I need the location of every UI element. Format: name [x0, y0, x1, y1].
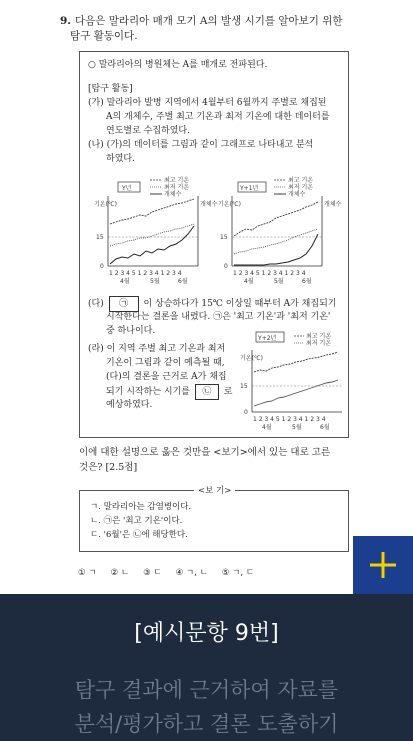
footer-line-1: 이에 대한 설명으로 옳은 것만을 <보기>에서 있는 대로 고른 — [79, 447, 331, 458]
bogi-item-1: ㄱ. 말라리아는 감염병이다. — [90, 502, 192, 512]
chart-y-tick-15: 15 — [96, 234, 104, 241]
chart-y1-ylabel-right: 개체수 — [324, 201, 342, 208]
question-text-2: 탐구 활동이다. — [70, 30, 138, 42]
chart-y2-ylabel: 기온(℃) — [240, 355, 264, 362]
chart-y1-max-series — [234, 202, 318, 236]
intro-text: ○ 말라리아의 병원체는 A를 매개로 전파된다. — [88, 60, 268, 70]
banner-heading: [예시문항 9번] — [134, 621, 279, 646]
banner-subtitle-2: 분석/평가하고 결론 도출하기 — [74, 712, 339, 736]
chart-y-month-4: 4월 — [120, 278, 130, 285]
step-ga-3: 연도별로 수집하였다. — [106, 126, 190, 136]
chart-y2-month-6: 6월 — [320, 424, 330, 431]
chart-y-max-series — [110, 199, 194, 224]
chart-y2-max-series — [254, 352, 338, 372]
legend2-count-label: 개체수 — [288, 191, 306, 198]
step-ra-2: 기온이 그림과 같이 예측될 때, — [106, 358, 225, 368]
chart-y1-month-6: 6월 — [302, 278, 312, 285]
step-ra-3: (다)의 결론을 근거로 A가 채집 — [106, 372, 227, 382]
bogi-box — [79, 486, 349, 552]
choice-1[interactable]: ① ㄱ — [78, 568, 97, 578]
plus-icon — [368, 550, 398, 580]
answer-choices — [78, 566, 348, 578]
step-da-3: 중 하나이다. — [106, 326, 156, 336]
chart-y2-month-4: 4월 — [262, 424, 272, 431]
chart-y2-weeks: 1 2 3 4 5 1 2 3 4 1 2 3 4 — [253, 416, 326, 423]
chart-y1-tick-0: 0 — [224, 263, 228, 270]
step-na-1: (나) (가)의 데이터를 그림과 같이 그래프로 나타내고 분석 — [88, 140, 314, 150]
chart-y1-ylabel: 기온(℃) — [218, 201, 242, 208]
chart-y2-min-series — [254, 380, 338, 406]
step-ga-1: (가) 말라리아 발병 지역에서 4월부터 6월까지 주별로 채집된 — [88, 98, 327, 108]
legend-min-label: 최저 기온 — [164, 184, 190, 191]
question-number: 9. — [60, 15, 71, 27]
chart-y2-month-5: 5월 — [292, 424, 302, 431]
chart-y-month-5: 5월 — [150, 278, 160, 285]
chart-y1-count-series — [234, 234, 318, 265]
chart-y1-min-series — [234, 229, 318, 254]
chart-y2-tick-0: 0 — [244, 409, 248, 416]
chart-y-count-series — [110, 226, 194, 264]
expand-button[interactable] — [353, 536, 413, 594]
question-footer — [79, 445, 354, 475]
bogi-title: <보 기> — [194, 484, 235, 496]
chart-year-y — [94, 174, 218, 296]
chart-y1-tick-15: 15 — [220, 234, 228, 241]
blank-b: ㉡ — [195, 384, 219, 400]
chart-y-ylabel-right: 개체수 — [200, 201, 218, 208]
step-ra-1: (라) 이 지역 주별 최고 기온과 최저 — [88, 344, 226, 354]
step-ra-4-tail: 로 — [223, 387, 233, 397]
chart-y1-weeks: 1 2 3 4 5 1 2 3 4 1 2 3 4 — [233, 270, 306, 277]
choice-2[interactable]: ② ㄴ — [110, 568, 130, 578]
legend-max-label: 최고 기온 — [164, 177, 190, 184]
caption-banner — [0, 594, 413, 741]
chart-y-month-6: 6월 — [178, 278, 188, 285]
legend-count-label: 개체수 — [164, 191, 182, 198]
question-header — [60, 14, 360, 44]
blank-a: ㉠ — [109, 296, 139, 312]
step-na-2: 하였다. — [106, 154, 135, 164]
banner-subtitle-1: 탐구 결과에 근거하여 자료를 — [74, 678, 339, 702]
chart-y2-year-label: Y+2년 — [258, 335, 277, 342]
bogi-item-2: ㄴ. ㉠은 '최고 기온'이다. — [90, 516, 183, 526]
chart-y-min-series — [110, 224, 194, 246]
activity-title: [탐구 활동] — [88, 84, 133, 94]
choice-3[interactable]: ③ ㄷ — [143, 568, 162, 578]
chart-y-tick-0: 0 — [100, 263, 104, 270]
bogi-item-3: ㄷ. '6월'은 ㉡에 해당한다. — [90, 530, 188, 540]
step-da-2: 시작한다는 결론을 내렸다. ㉠은 '최고 기온'과 '최저 기온' — [106, 312, 331, 322]
chart-y-weeks: 1 2 3 4 5 1 2 3 4 1 2 3 4 — [109, 270, 182, 277]
legend2-min-label: 최저 기온 — [288, 184, 314, 191]
chart-y1-month-4: 4월 — [244, 278, 254, 285]
activity-box — [79, 51, 349, 438]
step-da-1-rest: 이 상승하다가 15℃ 이상일 때부터 A가 채집되기 — [143, 299, 337, 309]
legend2-max-label: 최고 기온 — [288, 177, 314, 184]
legend3-min-label: 최저 기온 — [306, 340, 332, 347]
chart-y-ylabel: 기온(℃) — [94, 201, 118, 208]
chart-y1-year-label: Y+1년 — [240, 185, 259, 192]
chart-year-y1 — [218, 174, 343, 296]
chart-y2-tick-15: 15 — [240, 383, 248, 390]
step-ra-5: 예상하였다. — [106, 400, 153, 410]
chart-year-y2-svg — [240, 330, 348, 436]
chart-year-y-svg — [94, 174, 218, 292]
choice-4[interactable]: ④ ㄱ, ㄴ — [175, 568, 208, 578]
step-ra-4-text: 되기 시작하는 시기를 — [106, 387, 190, 397]
chart-y1-month-5: 5월 — [274, 278, 284, 285]
legend3-max-label: 최고 기온 — [306, 333, 332, 340]
chart-year-y1-svg — [218, 174, 343, 292]
chart-y-year-label: Y년 — [122, 185, 132, 192]
footer-line-2: 것은? [2.5점] — [79, 462, 138, 473]
choice-5[interactable]: ⑤ ㄱ, ㄷ — [221, 568, 254, 578]
question-text-1: 다음은 말라리아 매개 모기 A의 발생 시기를 알아보기 위한 — [74, 15, 343, 27]
step-ga-2: A의 개체수, 주별 최고 기온과 최저 기온에 대한 데이터를 — [106, 112, 330, 122]
chart-year-y2 — [240, 330, 348, 440]
step-da-label: (다) — [88, 299, 104, 309]
